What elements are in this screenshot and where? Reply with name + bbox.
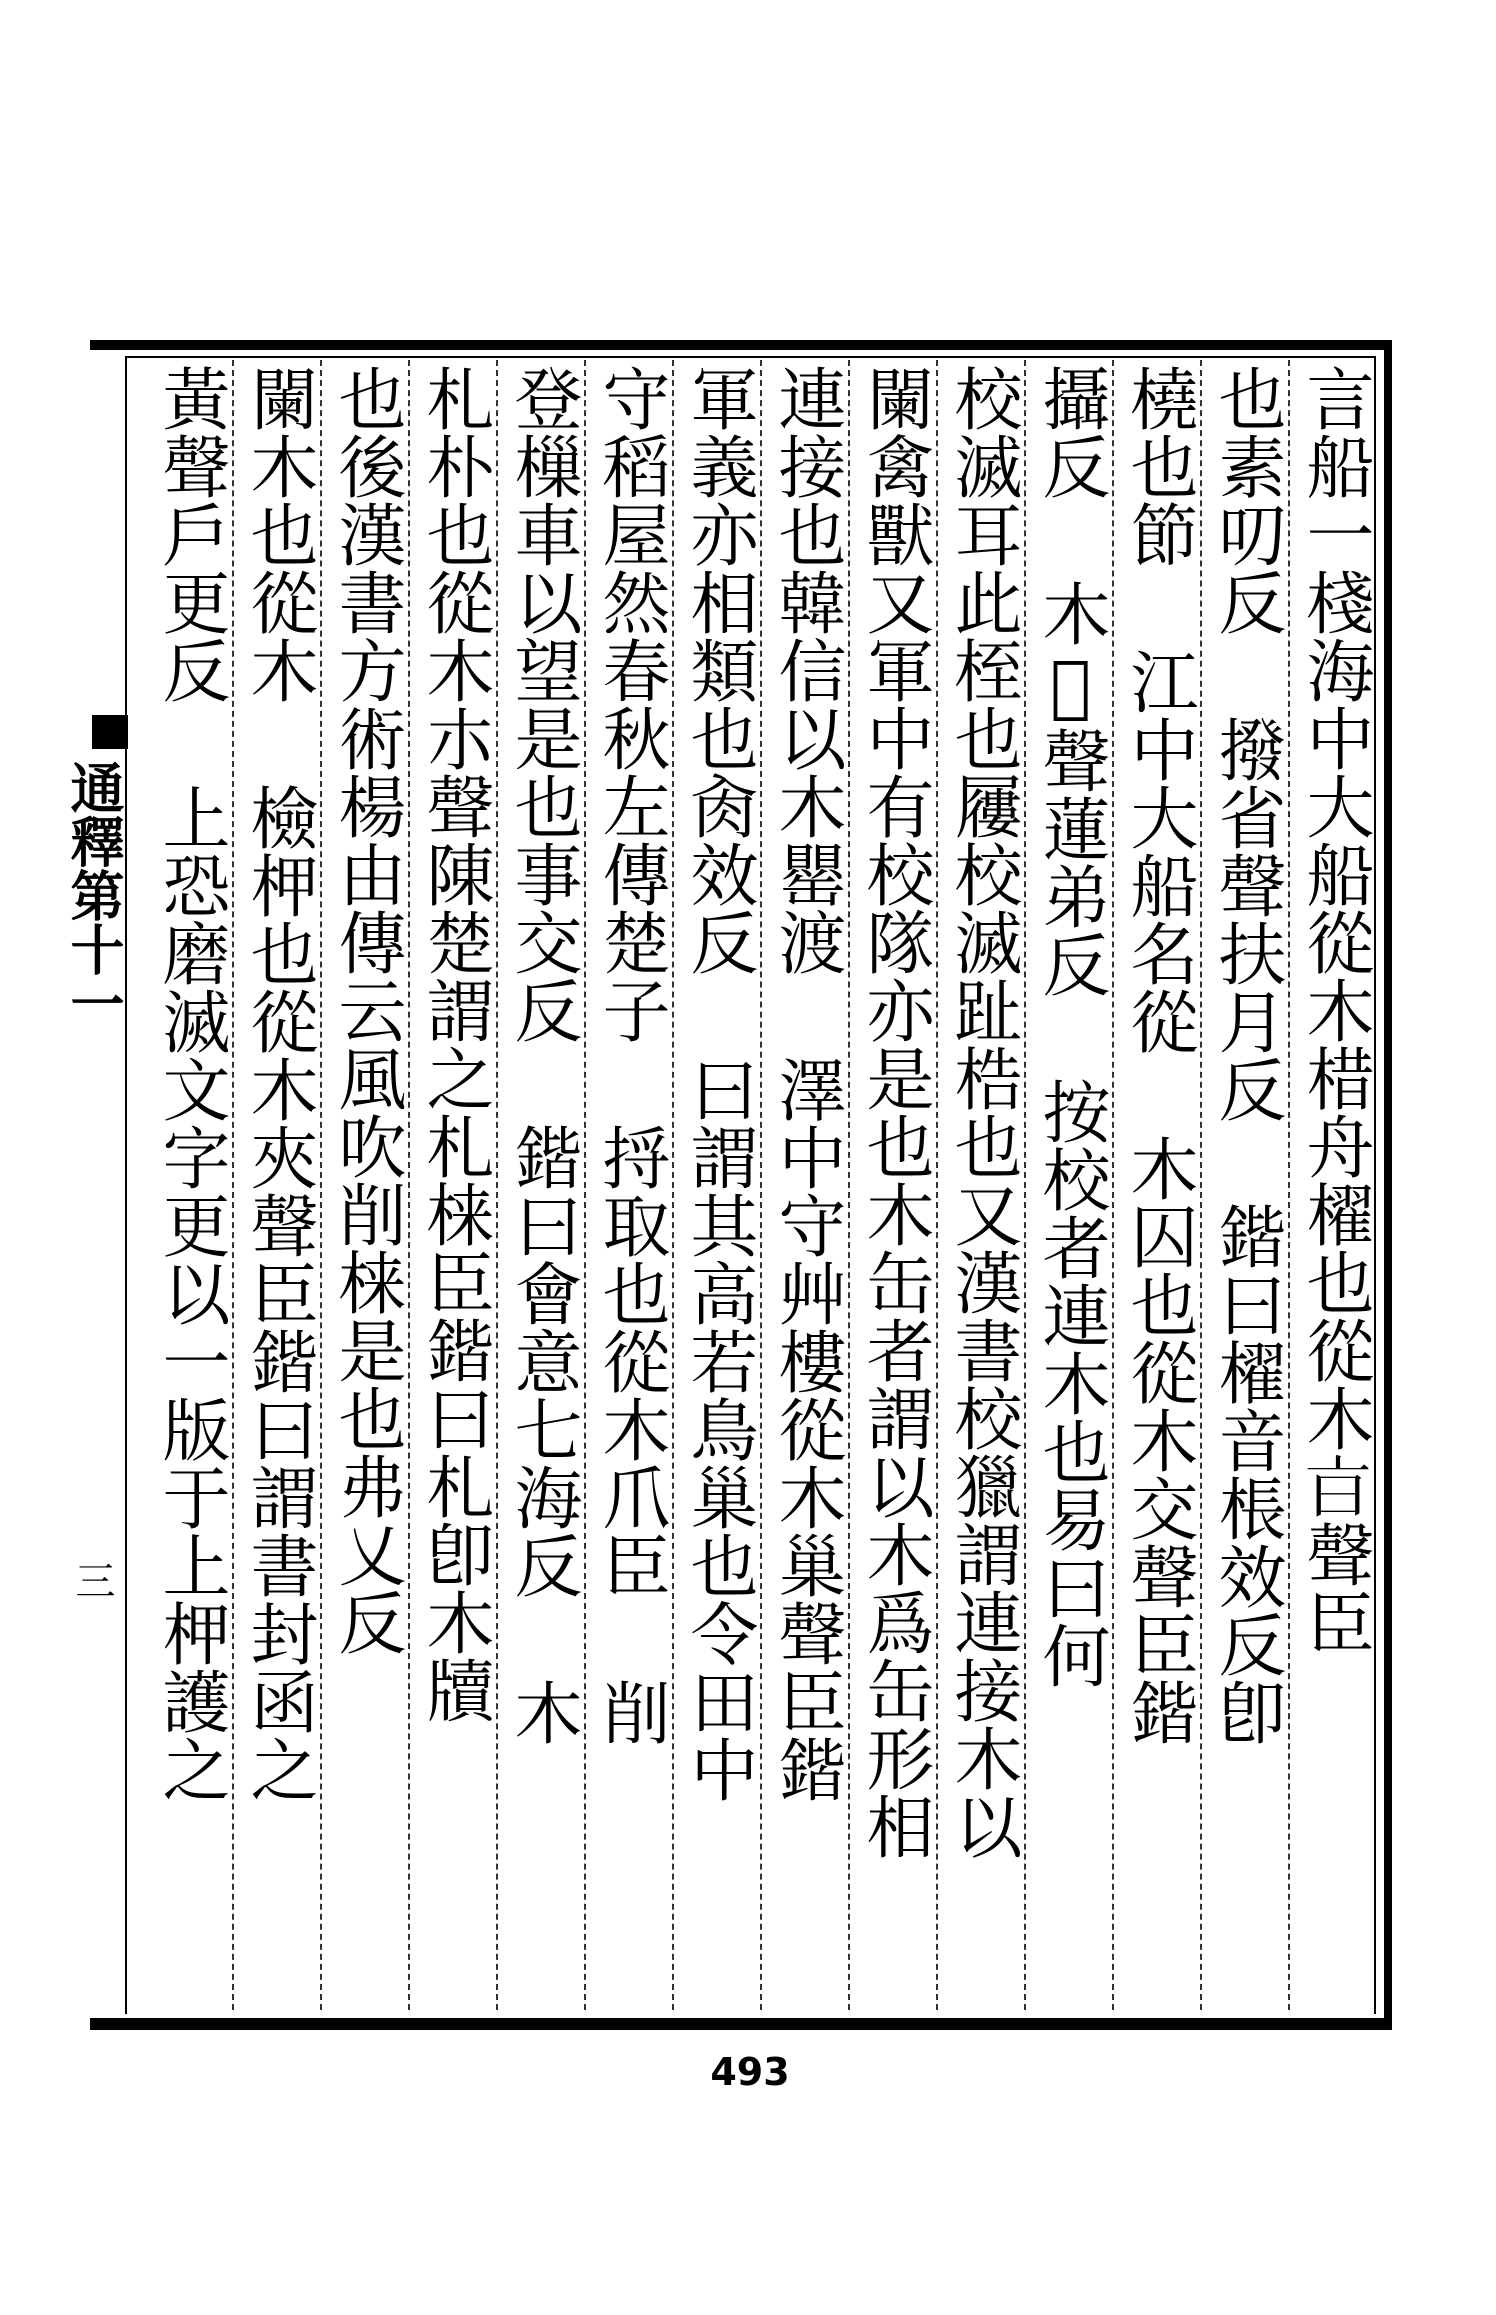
margin-fishtail-mark (92, 715, 128, 749)
page-number: 493 (710, 2050, 790, 2094)
text-column-2: 也素叨反 撥省聲扶月反 鍇曰櫂音棖效反卽 (1207, 364, 1286, 1746)
text-column-7: 連接也韓信以木罌渡 澤中守艸樓從木巢聲臣鍇 (767, 364, 846, 1803)
text-column-12: 也後漢書方術楊由傳云風吹削梾是也弗乂反 (327, 364, 406, 1656)
margin-book-title: 通釋第十一 (62, 760, 126, 1030)
text-column-9: 守稻屋然春秋左傳楚子 捋取也從木爪臣 削 (591, 364, 670, 1746)
text-column-4: 攝反 木𧓍聲蓮弟反 按校者連木也易曰何 (1031, 364, 1110, 1689)
text-column-8: 軍義亦相類也肏效反 曰謂其高若鳥巢也令田中 (679, 364, 758, 1803)
text-column-11: 札朴也從木朩聲陳楚謂之札梾臣鍇曰札卽木牘 (415, 364, 494, 1724)
text-column-13: 闌木也從木 檢柙也從木夾聲臣鍇曰謂書封函之 (239, 364, 318, 1803)
text-column-10: 登樔車以望是也事交反 鍇曰會意七海反 木 (503, 364, 582, 1746)
text-column-14: 黃聲戶更反 上恐磨滅文字更以一版于上柙護之 (151, 364, 230, 1803)
text-column-5: 校滅耳此桎也屨校滅趾梏也又漢書校獵謂連接木以 (943, 364, 1022, 1860)
text-column-3: 橈也節 江中大船名從 木囚也從木交聲臣鍇 (1119, 364, 1198, 1746)
margin-folio-number: 三 (69, 1560, 115, 1600)
text-column-1: 言船一棧海中大船從木棤舟櫂也從木𣅀聲臣 (1295, 364, 1374, 1656)
text-column-6: 闌禽獸又軍中有校隊亦是也木缶者謂以木爲缶形相 (855, 364, 934, 1860)
